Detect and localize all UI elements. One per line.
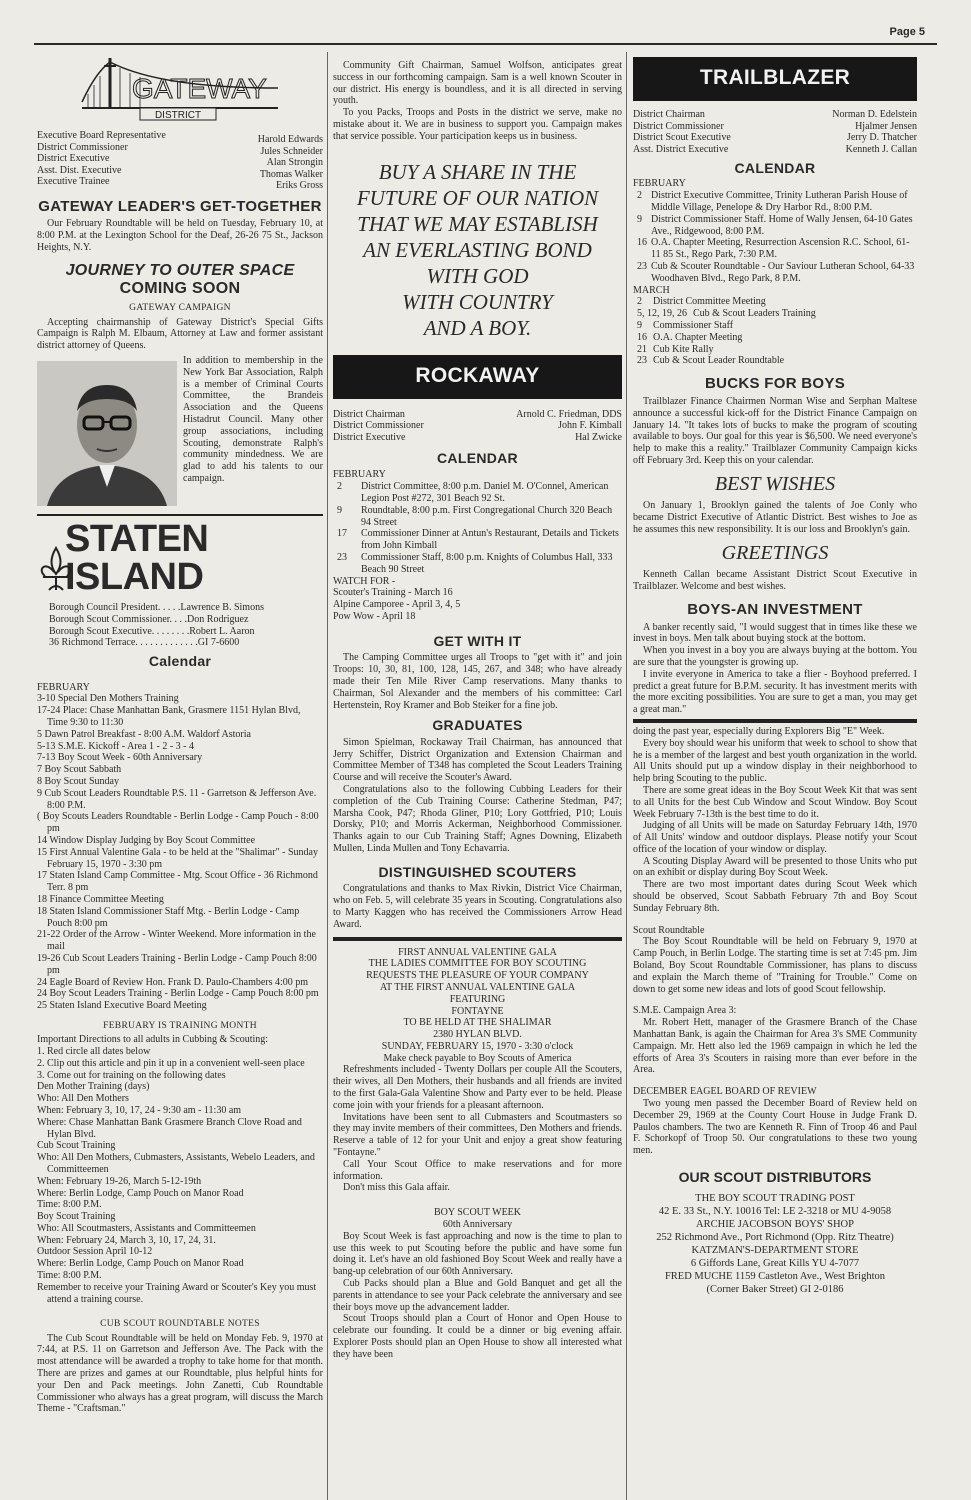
gala-line: FONTAYNE — [451, 1005, 504, 1017]
staff-line: Borough Council President. . . . .Lawrence B. Simons — [49, 601, 264, 613]
training-line: Time: 8:00 P.M. — [37, 1270, 102, 1282]
calendar-text: District Committee, 8:00 p.m. Daniel M. O'Connel, American Legion Post #272, 301 Beach 92 St. — [361, 481, 609, 505]
calendar-item: 21-22 Order of the Arrow - Winter Weekend. More information in the mail — [37, 929, 316, 953]
section-rule — [333, 937, 622, 941]
calendar-item: 25 Staten Island Executive Board Meeting — [37, 1000, 207, 1012]
gala-line: FEATURING — [449, 993, 506, 1005]
training-line: 3. Come out for training on the following dates — [37, 1069, 226, 1081]
calendar-item: 19-26 Cub Scout Leaders Training - Berlin Lodge - Camp Pouch 8:00 pm — [37, 952, 317, 976]
staff-name: Alan Strongin — [266, 157, 323, 168]
training-line: When: February 24, March 3, 10, 17, 24, 31. — [37, 1234, 216, 1246]
staff-row — [333, 409, 622, 421]
get-with-it-text: The Camping Committee urges all Troops to "get with it" and join Troops: 10, 30, 81, 100, 128, 145, 267, and 348; who have already made their Ten Mile River Camp reservations. Many thanks to Chairman, Sol Alexander and the members of his committee: Carl Hertenstein, Roy Kramer and Bob Steiker for a fine job. — [333, 652, 622, 711]
calendar-item — [637, 344, 917, 356]
training-caption: FEBRUARY IS TRAINING MONTH — [103, 1020, 257, 1031]
investment-text-1: A banker recently said, "I would suggest that in times like these we invest in boys. Men talk about buying stock at the bottom. — [633, 621, 917, 645]
calendar-text: Commissioner Dinner at Antun's Restaurant, Details and Tickets from John Kimball — [361, 528, 619, 552]
training-line: Cub Scout Training — [37, 1140, 116, 1152]
calendar-item: 24 Eagle Board of Review Hon. Frank D. Paulo-Chambers 4:00 pm — [37, 976, 309, 988]
calendar-date: 16 — [637, 331, 647, 343]
top-rule — [34, 43, 937, 45]
gateway-headline: GATEWAY LEADER'S GET-TOGETHER — [38, 197, 322, 215]
graduates-text-2: Congratulations also to the following Cubbing Leaders for their completion of the Cub Training Course: Catherine Stedman, P47; Marsha Cook, P47; Rhoda Gliner, P10; Lory Gottfried, P10; Louis Dorsky, P10; and Morris Ackerman, Neighborhood Commissioner. Thanks again to our Cub Training Staff; Agnes Downing, Elizabeth Mullen, Linda Mullen and Tony Echavarria. — [333, 784, 622, 855]
motto-line: FUTURE OF OUR NATION — [356, 185, 599, 210]
training-list — [37, 1034, 323, 1305]
staff-role: District Chairman — [633, 108, 705, 120]
staten-island-masthead — [37, 517, 323, 598]
staff-role: District Commissioner — [333, 420, 424, 432]
gala-text-4: Don't miss this Gala affair. — [343, 1182, 450, 1194]
column-divider — [327, 52, 328, 1500]
continued-text-3: There are some great ideas in the Boy Scout Week Kit that was sent to all Units for the best Cub Window and Scout Window. Boy Scout Week February 7-13th is the best time to do it. — [633, 784, 917, 820]
motto-line: BUY A SHARE IN THE — [378, 159, 577, 184]
rockaway-staff — [333, 409, 622, 444]
training-line: Where: Berlin Lodge, Camp Pouch on Manor Road — [37, 1187, 244, 1199]
trailblazer-banner: TRAILBLAZER — [633, 57, 917, 101]
motto-line: AN EVERLASTING BOND — [363, 237, 592, 262]
business-text: To you Packs, Troops and Posts in the district we serve, make no mistake about it. We are in business to support you. Campaign makes that service possible. Your participation keeps us in business. — [333, 107, 622, 142]
eagle-head: DECEMBER EAGEL BOARD OF REVIEW — [633, 1086, 817, 1098]
calendar-text: Commissioner Staff — [653, 320, 734, 332]
gala-line: REQUESTS THE PLEASURE OF YOUR COMPANY — [366, 970, 589, 982]
calendar-text: Cub & Scout Leader Roundtable — [653, 355, 785, 367]
distributor-line: (Corner Baker Street) GI 2-0186 — [706, 1283, 844, 1295]
staff-role: District Commissioner — [633, 120, 724, 132]
gala-line: AT THE FIRST ANNUAL VALENTINE GALA — [379, 981, 576, 993]
calendar-text: O.A. Chapter Meeting — [653, 331, 743, 343]
distributors-list — [633, 1192, 917, 1296]
gateway-logo — [37, 52, 323, 124]
portrait-photo — [37, 361, 177, 506]
continued-text-4: Judging of all Units will be made on Saturday February 14th, 1970 of All Units' window and outdoor displays. Please notify your Scout office of the location of your window or display. — [633, 820, 917, 855]
calendar-date: 9 — [337, 504, 342, 516]
gala-invitation — [333, 947, 622, 1065]
investment-headline: BOYS-AN INVESTMENT — [687, 600, 863, 618]
campaign-text: Accepting chairmanship of Gateway District's Special Gifts Campaign is Ralph M. Elbaum, Attorney at Law and former assistant district attorney of Queens. — [37, 316, 323, 352]
column-right — [633, 52, 917, 1296]
scout-roundtable-head: Scout Roundtable — [633, 924, 705, 936]
page-number: Page 5 — [889, 26, 925, 38]
calendar-item — [337, 505, 622, 529]
gala-line: FIRST ANNUAL VALENTINE GALA — [398, 946, 557, 958]
calendar-item — [637, 214, 917, 238]
calendar-date: 23 — [637, 261, 647, 273]
staff-name: Harold Edwards — [257, 134, 323, 145]
staff-name: Norman D. Edelstein — [832, 108, 917, 120]
column-left — [37, 52, 323, 1415]
journey-headline: JOURNEY TO OUTER SPACE — [65, 261, 295, 279]
calendar-item — [637, 355, 917, 367]
calendar-item: 7 Boy Scout Sabbath — [37, 764, 122, 776]
calendar-text: Cub & Scouter Roundtable - Our Saviour Lutheran School, 64-33 Woodhaven Blvd., Rego Park, 8 P.M. — [651, 261, 915, 284]
journey-subheadline: COMING SOON — [119, 280, 241, 298]
calendar-date: 23 — [337, 552, 347, 564]
staff-row — [333, 432, 622, 444]
distributor-line: 252 Richmond Ave., Port Richmond (Opp. Ritz Theatre) — [656, 1231, 894, 1243]
training-line: Where: Berlin Lodge, Camp Pouch on Manor Road — [37, 1258, 244, 1270]
training-line: Who: All Scoutmasters, Assistants and Committeemen — [37, 1222, 256, 1234]
training-line: When: February 19-26, March 5-12-19th — [37, 1175, 202, 1187]
training-line: Where: Chase Manhattan Bank Grasmere Branch Clove Road and Hylan Blvd. — [37, 1116, 302, 1140]
calendar-item — [337, 481, 622, 505]
staff-line: 36 Richmond Terrace. . . . . . . . . . . . .GI 7-6600 — [49, 637, 240, 649]
training-line: Who: All Den Mothers — [37, 1093, 129, 1105]
calendar-text: District Executive Committee, Trinity Lutheran Parish House of Middle Village, Penelope & Dry Harbor Rd., 8:00 P.M. — [651, 190, 908, 214]
staff-role: District Chairman — [333, 408, 405, 420]
calendar-item: 5-13 S.M.E. Kickoff - Area 1 - 2 - 3 - 4 — [37, 740, 195, 752]
gala-line: 2380 HYLAN BLVD. — [433, 1029, 522, 1041]
trailblazer-mar-list — [633, 296, 917, 367]
distinguished-text: Congratulations and thanks to Max Rivkin, District Vice Chairman, who on Feb. 5, will celebrate 35 years in Scouting. Congratulations also to Marty Kaggen who has received the Commissioners Arrow Head Award. — [333, 883, 622, 930]
distinguished-headline: DISTINGUISHED SCOUTERS — [378, 863, 577, 880]
bucks-text: Trailblazer Finance Chairmen Norman Wise and Serphan Maltese announce a successful kick-off for the District Finance Campaign on January 14. "It takes lots of bucks to make the program of scouting available to boys. Our goal for this year is $6,500. We need everyone's help to make this a reality." Trailblazer Community Campaign kicks off February 3rd. Keep this on your calendar. — [633, 395, 917, 466]
gateway-campaign-caption: GATEWAY CAMPAIGN — [129, 303, 231, 314]
calendar-item — [637, 320, 917, 332]
calendar-item: 18 Finance Committee Meeting — [37, 893, 164, 905]
roundtable-text: The Cub Scout Roundtable will be held on Monday Feb. 9, 1970 at 7:44, at P.S. 11 on Garretson and Jefferson Ave. The Pack with the most attendance will be awarded a trophy to take home for that month. There are prizes and games at our Roundtable, plus helpful hints for your Den and Pack meetings. John Zanetti, Cub Roundtable Commissioner who always has a great program, will discuss the March Theme - "Craftsman." — [37, 1332, 323, 1415]
trailblazer-calendar-title: CALENDAR — [734, 159, 816, 176]
staff-line: Borough Scout Executive. . . . . . . .Robert L. Aaron — [49, 625, 255, 637]
calendar-date: 9 — [637, 320, 642, 332]
calendar-date: 5, 12, 19, 26 — [637, 308, 687, 320]
staff-role: Asst. District Executive — [633, 144, 729, 156]
portrait-caption-text: In addition to membership in the New York Bar Association, Ralph is a member of Criminal Courts Committee, the Brandeis Association and the Queens Histadrut Council. Many other group associations, including Scouting, demonstrate Ralph's community mindedness. We are glad to add his talents to our campaign. — [183, 354, 323, 484]
watch-line: Pow Wow - April 18 — [333, 611, 416, 623]
gala-line: Make check payable to Boy Scouts of America — [383, 1052, 572, 1064]
calendar-item: 7-13 Boy Scout Week - 60th Anniversary — [37, 752, 203, 764]
training-line: 1. Red circle all dates below — [37, 1045, 151, 1057]
best-wishes-text: On January 1, Brooklyn gained the talents of Joe Conly who became District Executive of Atlantic District. Best wishes to Joe as he assumes this new responsibility. It is our loss and Brooklyn's gain. — [633, 500, 917, 535]
staff-row — [633, 132, 917, 144]
staff-line: Borough Scout Commissioner. . . .Don Rodriguez — [49, 613, 249, 625]
calendar-text: Commissioner Staff, 8:00 p.m. Knights of Columbus Hall, 333 Beach 90 Street — [361, 552, 613, 575]
calendar-item: 14 Window Display Judging by Boy Scout Committee — [37, 834, 256, 846]
section-rule — [633, 719, 917, 723]
portrait-block — [37, 355, 323, 506]
watch-line: WATCH FOR - — [333, 575, 396, 587]
calendar-text: Cub & Scout Leaders Training — [693, 308, 816, 320]
distributor-line: 6 Giffords Lane, Great Kills YU 4-7077 — [690, 1257, 860, 1269]
calendar-date: 2 — [637, 296, 642, 308]
training-line: Den Mother Training (days) — [37, 1081, 150, 1093]
investment-text-2: When you invest in a boy you are always buying at the bottom. You are sure that the youngster is growing up. — [633, 645, 917, 668]
calendar-item — [637, 296, 917, 308]
sme-text: Mr. Robert Hett, manager of the Grasmere Branch of the Chase Manhattan Bank, is again the Chairman for Area 3's SME Community Campaign. Mr. Hett also led the 1969 campaign in which he led the efforts of Area 3's Scouters in raising more than ever before in the Area. — [633, 1017, 917, 1076]
bsw-caption: BOY SCOUT WEEK — [433, 1207, 522, 1219]
calendar-date: 2 — [637, 190, 642, 202]
gala-text-2: Invitations have been sent to all Cubmasters and Scoutmasters so they may invite members of their committees, Den Mothers and friends. Reserve a table of 12 for your Unit and enjoy a great show featuring "Fontayne." — [333, 1111, 622, 1159]
svg-text:GATEWAY: GATEWAY — [132, 73, 267, 104]
staff-role: Executive Board Representative — [37, 130, 166, 141]
watch-line: Alpine Camporee - April 3, 4, 5 — [333, 599, 461, 611]
continued-text-6: There are two most important dates during Scout Week which should be observed, Scout Sabbath February 7th and Boy Scout Sunday February 8th. — [633, 879, 917, 914]
calendar-item: 17-24 Place: Chase Manhattan Bank, Grasmere 1151 Hylan Blvd, Time 9:30 to 11:30 — [37, 705, 301, 729]
staten-island-title: STATEN ISLAND — [65, 517, 209, 598]
graduates-text: Simon Spielman, Rockaway Trail Chairman, has announced that Jerry Schiffer, District Organization and Extension Chairman and Committee Member of T348 has completed the Scout Leaders Training Course and will receive the Scouter's Award. — [333, 736, 622, 784]
rockaway-calendar-list — [333, 481, 622, 575]
staff-name: Kenneth J. Callan — [845, 144, 917, 156]
column-center — [333, 60, 622, 1361]
calendar-date: 23 — [637, 355, 647, 367]
calendar-item — [637, 237, 917, 261]
training-line: Outdoor Session April 10-12 — [37, 1246, 153, 1258]
calendar-text: Roundtable, 8:00 p.m. First Congregational Church 320 Beach 94 Street — [361, 504, 613, 528]
rockaway-month: FEBRUARY — [333, 469, 386, 481]
calendar-date: 9 — [637, 213, 642, 225]
gala-text-3: Call Your Scout Office to make reservations and for more information. — [333, 1158, 622, 1182]
trailblazer-feb: FEBRUARY — [633, 178, 686, 190]
staten-staff — [49, 602, 323, 649]
greetings-headline: GREETINGS — [721, 541, 829, 564]
calendar-item: 3-10 Special Den Mothers Training — [37, 693, 179, 705]
calendar-date: 21 — [637, 343, 647, 355]
continued-text-2: Every boy should wear his uniform that week to school to show that he is a member of the largest and best youth organization in the world. All Units should put up a window display in their neighborhood to help bring Scouting to the public. — [633, 737, 917, 785]
calendar-item: 15 First Annual Valentine Gala - to be held at the "Shalimar" - Sunday February 15, 1970 - 3:30 pm — [37, 846, 318, 870]
calendar-item: 24 Boy Scout Leaders Training - Berlin Lodge - Camp Pouch 8:00 pm — [37, 988, 319, 1000]
calendar-item — [637, 190, 917, 214]
greetings-text: Kenneth Callan became Assistant District Scout Executive in Trailblazer. Welcome and best wishes. — [633, 569, 917, 593]
distributor-line: ARCHIE JACOBSON BOYS' SHOP — [696, 1218, 854, 1230]
svg-text:DISTRICT: DISTRICT — [154, 110, 202, 121]
investment-text-3: I invite everyone in America to take a flier - Boyhood preferred. I predict a great future for B.P.M. security. It has investment merits with the more exciting possibilities. You are sure to get a man, you may get a great man." — [633, 668, 917, 716]
scout-roundtable-text: The Boy Scout Roundtable will be held on February 9, 1970 at Camp Pouch, in Berlin Lodge. The starting time is set at 7:45 pm. Jim Boland, Boy Scout Roundtable Commissioner, has plans to discuss and explain the March theme of "Training for Trouble." Come on down to get some new ideas and lots of good Scout fellowship. — [633, 936, 917, 995]
staff-name: John F. Kimball — [558, 420, 622, 432]
gala-line: SUNDAY, FEBRUARY 15, 1970 - 3:30 o'clock — [381, 1040, 574, 1052]
calendar-item: 5 Dawn Patrol Breakfast - 8:00 A.M. Waldorf Astoria — [37, 728, 251, 740]
motto-line: WITH GOD — [426, 263, 529, 288]
scouting-motto — [333, 159, 622, 341]
staff-name: Eriks Gross — [276, 180, 323, 191]
calendar-item — [637, 261, 917, 285]
bsw-text-3: Scout Troops should plan a Court of Honor and Open House to celebrate our founding. It could be a dinner or big evening affair. Explorer Posts should plan an Open House to show all interested what they have been — [333, 1313, 622, 1360]
staff-name: Arnold C. Friedman, DDS — [516, 408, 622, 420]
calendar-text: District Committee Meeting — [653, 296, 766, 308]
community-gift-text: Community Gift Chairman, Samuel Wolfson, anticipates great success in our forthcoming campaign. Sam is a well known Scouter in our district. His energy is boundless, and it is all directed in serving youth. — [333, 60, 622, 107]
calendar-date: 16 — [637, 237, 647, 249]
motto-line: AND A BOY. — [423, 315, 532, 340]
distributor-line: FRED MUCHE 1159 Castleton Ave., West Brighton — [664, 1270, 886, 1282]
calendar-text: District Commissioner Staff. Home of Wally Jensen, 64-10 Gates Ave., Ridgewood, 8:00 P.M. — [651, 213, 913, 237]
bsw-text-2: Cub Packs should plan a Blue and Gold Banquet and get all the parents in attendance to see your Pack celebrate the anniversary and see their boys move up the advancement ladder. — [333, 1278, 622, 1313]
staff-row — [633, 144, 917, 156]
gateway-roundtable-text: Our February Roundtable will be held on Tuesday, February 10, at 8:00 P.M. at the Lexington School for the Deaf, 26-26 75 St., Jackson Heights, N.Y. — [37, 218, 323, 253]
staff-name: Thomas Walker — [259, 168, 323, 180]
calendar-item — [337, 552, 622, 576]
calendar-item — [337, 528, 622, 552]
graduates-headline: GRADUATES — [432, 717, 523, 734]
bucks-headline: BUCKS FOR BOYS — [704, 375, 846, 393]
continued-text-1: doing the past year, especially during Explorers Big "E" Week. — [633, 725, 885, 737]
staff-row — [333, 420, 622, 432]
gala-line: TO BE HELD AT THE SHALIMAR — [403, 1017, 552, 1029]
staff-role: Executive Trainee — [37, 176, 110, 187]
calendar-item: 17 Staten Island Camp Committee - Mtg. Scout Office - 36 Richmond Terr. 8 pm — [37, 870, 318, 894]
staten-calendar-title: Calendar — [148, 653, 212, 670]
calendar-date: 2 — [337, 481, 342, 493]
watch-line: Scouter's Training - March 16 — [333, 587, 453, 599]
training-line: 2. Clip out this article and pin it up in a convenient well-seen place — [37, 1057, 305, 1069]
column-divider — [626, 52, 627, 1500]
training-line: Important Directions to all adults in Cubbing & Scouting: — [37, 1034, 269, 1046]
continued-text-5: A Scouting Display Award will be presented to those Units who put on an exhibit or display during Boy Scout Week. — [633, 855, 917, 879]
distributors-headline: OUR SCOUT DISTRIBUTORS — [678, 1169, 872, 1186]
calendar-item: ( Boy Scouts Leaders Roundtable - Berlin Lodge - Camp Pouch - 8:00 pm — [37, 811, 319, 835]
trailblazer-feb-list — [633, 190, 917, 284]
training-line: Who: All Den Mothers, Cubmasters, Assistants, Webelo Leaders, and Committeemen — [37, 1152, 315, 1175]
get-with-it-headline: GET WITH IT — [433, 632, 522, 649]
staten-calendar-list — [37, 693, 323, 1012]
calendar-text: Cub Kite Rally — [653, 343, 714, 355]
eagle-text: Two young men passed the December Board of Review held on December 29, 1969 at the County Court House in Judge Frank D. Paulos chambers. The two are Kenneth R. Finn of Troop 46 and Paul F. Schorkopf of Troop 50. Our congratulations to these two young men. — [633, 1098, 917, 1157]
staff-name: Jules Schneider — [260, 145, 323, 157]
staff-row — [633, 121, 917, 133]
staten-month: FEBRUARY — [37, 681, 90, 693]
motto-line: WITH COUNTRY — [402, 289, 553, 314]
staff-name: Hal Zwicke — [575, 432, 622, 444]
roundtable-caption: CUB SCOUT ROUNDTABLE NOTES — [100, 1319, 260, 1330]
watch-for-list — [333, 576, 622, 623]
staff-role: District Executive — [333, 432, 406, 444]
training-line: Time: 8:00 P.M. — [37, 1199, 102, 1211]
gateway-staff — [37, 130, 323, 192]
staff-role: District Scout Executive — [633, 132, 731, 144]
staff-row — [633, 109, 917, 121]
staff-name: Hjalmer Jensen — [855, 120, 917, 132]
trailblazer-staff — [633, 109, 917, 156]
sme-head: S.M.E. Campaign Area 3: — [633, 1005, 737, 1017]
calendar-text: O.A. Chapter Meeting, Resurrection Ascension R.C. School, 61-11 85 St., Rego Park, 7:30 P.M. — [651, 237, 910, 261]
calendar-item: 8 Boy Scout Sunday — [37, 776, 119, 787]
fleur-de-lis-icon — [37, 546, 75, 596]
distributor-line: 42 E. 33 St., N.Y. 10016 Tel: LE 2-3218 or MU 4-9058 — [658, 1205, 892, 1217]
bsw-text-1: Boy Scout Week is fast approaching and now is the time to plan to use this week to put Scouting before the public and have some fun doing it. Let's have an old fashioned Boy Scout Week and really have a bang-up celebration of our 60th Anniversary. — [333, 1230, 622, 1278]
staff-role: Asst. Dist. Executive — [37, 164, 122, 176]
distributor-line: THE BOY SCOUT TRADING POST — [695, 1192, 855, 1204]
gala-text-1: Refreshments included - Twenty Dollars per couple All the Scouters, their wives, all Den Mothers, their husbands and all friends are invited to the first Gala-Gala Valentine Show and Party ever to be held. Please come join with your friends for a pleasant afternoon. — [333, 1064, 622, 1111]
distributor-line: KATZMAN'S-DEPARTMENT STORE — [691, 1244, 859, 1256]
calendar-item: 9 Cub Scout Leaders Roundtable P.S. 11 - Garretson & Jefferson Ave. 8:00 P.M. — [37, 787, 317, 811]
training-line: When: February 3, 10, 17, 24 - 9:30 am - 11:30 am — [37, 1104, 242, 1116]
calendar-date: 17 — [337, 528, 347, 540]
calendar-item: 18 Staten Island Commissioner Staff Mtg. - Berlin Lodge - Camp Pouch 8:00 pm — [37, 905, 300, 929]
motto-line: THAT WE MAY ESTABLISH — [357, 211, 598, 236]
training-line: Remember to receive your Training Award or Scouter's Key you must attend a training course. — [37, 1281, 317, 1305]
trailblazer-mar: MARCH — [633, 284, 670, 296]
gala-line: THE LADIES COMMITTEE FOR BOY SCOUTING — [368, 958, 587, 970]
best-wishes-headline: BEST WISHES — [714, 472, 836, 495]
calendar-item — [637, 308, 917, 320]
bsw-subcaption: 60th Anniversary — [442, 1219, 513, 1231]
staff-role: District Executive — [37, 153, 110, 164]
rockaway-banner: ROCKAWAY — [333, 355, 622, 399]
training-line: Boy Scout Training — [37, 1211, 116, 1223]
staff-role: District Commissioner — [37, 141, 128, 153]
rockaway-calendar-title: CALENDAR — [437, 449, 518, 466]
staff-name: Jerry D. Thatcher — [846, 132, 917, 144]
calendar-item — [637, 332, 917, 344]
